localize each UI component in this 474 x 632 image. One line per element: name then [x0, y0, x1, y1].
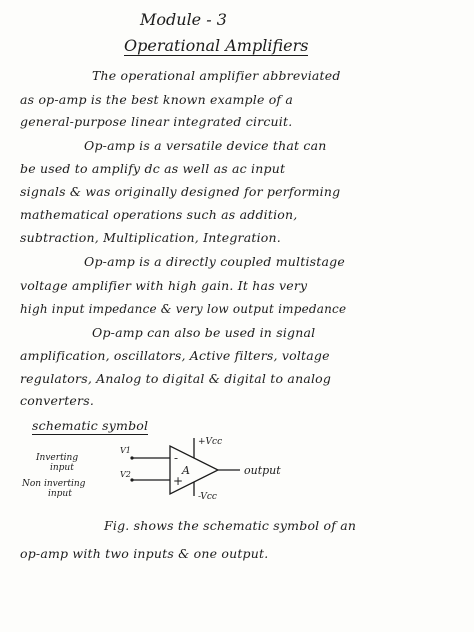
paragraph-3-line-3: high input impedance & very low output impedance	[20, 302, 347, 316]
vcc-negative-label: -Vcc	[198, 492, 217, 502]
inverting-terminal	[130, 456, 133, 459]
paragraph-2-line-4: mathematical operations such as addition,	[20, 207, 298, 222]
paragraph-3-line-1: Op-amp is a directly coupled multistage	[84, 254, 345, 269]
vcc-positive-label: +Vcc	[198, 437, 223, 447]
output-label: output	[244, 464, 281, 477]
module-title: Module - 3	[140, 10, 227, 29]
paragraph-4-line-1: Op-amp can also be used in signal	[92, 325, 316, 340]
paragraph-2-line-2: be used to amplify dc as well as ac input	[20, 161, 286, 176]
noninverting-terminal	[130, 478, 133, 481]
symbol-heading: schematic symbol	[32, 418, 149, 433]
paragraph-1-line-3: general-purpose linear integrated circuit.	[20, 114, 293, 129]
paragraph-4-line-3: regulators, Analog to digital & digital to analog	[20, 371, 332, 386]
v2-label: V2	[120, 470, 131, 479]
amp-label: A	[182, 464, 190, 477]
caption-line-1: Fig. shows the schematic symbol of an	[104, 518, 357, 533]
inverting-label-line-2: input	[50, 463, 74, 473]
plus-sign: +	[173, 474, 184, 488]
paragraph-4-line-2: amplification, oscillators, Active filters, voltage	[20, 348, 330, 363]
paragraph-3-line-2: voltage amplifier with high gain. It has very	[20, 278, 308, 293]
paragraph-1-line-1: The operational amplifier abbreviated	[92, 68, 341, 83]
paragraph-2-line-1: Op-amp is a versatile device that can	[84, 138, 327, 153]
paragraph-1-line-2: as op-amp is the best known example of a	[20, 92, 294, 107]
paragraph-2-line-3: signals & was originally designed for performing	[20, 184, 341, 199]
paragraph-2-line-5: subtraction, Multiplication, Integration.	[20, 230, 281, 245]
v1-label: V1	[120, 446, 131, 455]
noninverting-label-line-2: input	[48, 489, 72, 499]
inverting-label-line-1: Inverting	[36, 453, 79, 463]
page-subtitle: Operational Amplifiers	[124, 36, 309, 55]
noninverting-label-line-1: Non inverting	[22, 479, 86, 489]
minus-sign: -	[174, 451, 179, 465]
paragraph-4-line-4: converters.	[20, 393, 94, 408]
caption-line-2: op-amp with two inputs & one output.	[20, 546, 269, 561]
op-amp-schematic	[0, 430, 474, 510]
